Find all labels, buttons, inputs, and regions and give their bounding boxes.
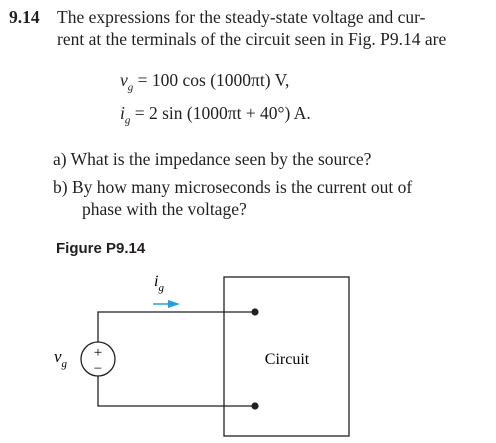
top-terminal	[251, 308, 258, 315]
source-label-var: v	[54, 347, 62, 366]
figure-title: Figure P9.14	[56, 240, 146, 257]
problem-text-line-2: rent at the terminals of the circuit seen in Fig. P9.14 are	[57, 29, 447, 49]
current-expression: = 2 sin (1000πt + 40°) A.	[130, 103, 311, 123]
source-label	[54, 347, 68, 370]
current-subscript: g	[124, 114, 131, 127]
current-label-var: i	[154, 273, 159, 290]
question-b-line-1: b) By how many microseconds is the current out of	[53, 177, 413, 197]
source-plus-sign: +	[93, 345, 103, 361]
source-label-sub: g	[61, 358, 68, 370]
top-wire	[98, 312, 255, 342]
bottom-wire	[98, 376, 255, 406]
question-b-line-2: phase with the voltage?	[82, 199, 247, 219]
voltage-expression: = 100 cos (1000πt) V,	[133, 70, 290, 90]
circuit-label: Circuit	[264, 351, 310, 368]
source-minus-sign: −	[93, 361, 103, 377]
current-variable: i	[120, 103, 125, 123]
current-arrow-icon	[168, 300, 180, 308]
problem-text-line-1: The expressions for the steady-state voltage and cur-	[57, 7, 426, 27]
problem-number: 9.14	[9, 7, 40, 27]
current-label	[154, 273, 164, 294]
question-a: a) What is the impedance seen by the source?	[53, 149, 372, 169]
current-label-sub: g	[158, 282, 164, 294]
voltage-subscript: g	[127, 81, 134, 94]
bottom-terminal	[251, 402, 258, 409]
voltage-variable: v	[120, 70, 128, 90]
